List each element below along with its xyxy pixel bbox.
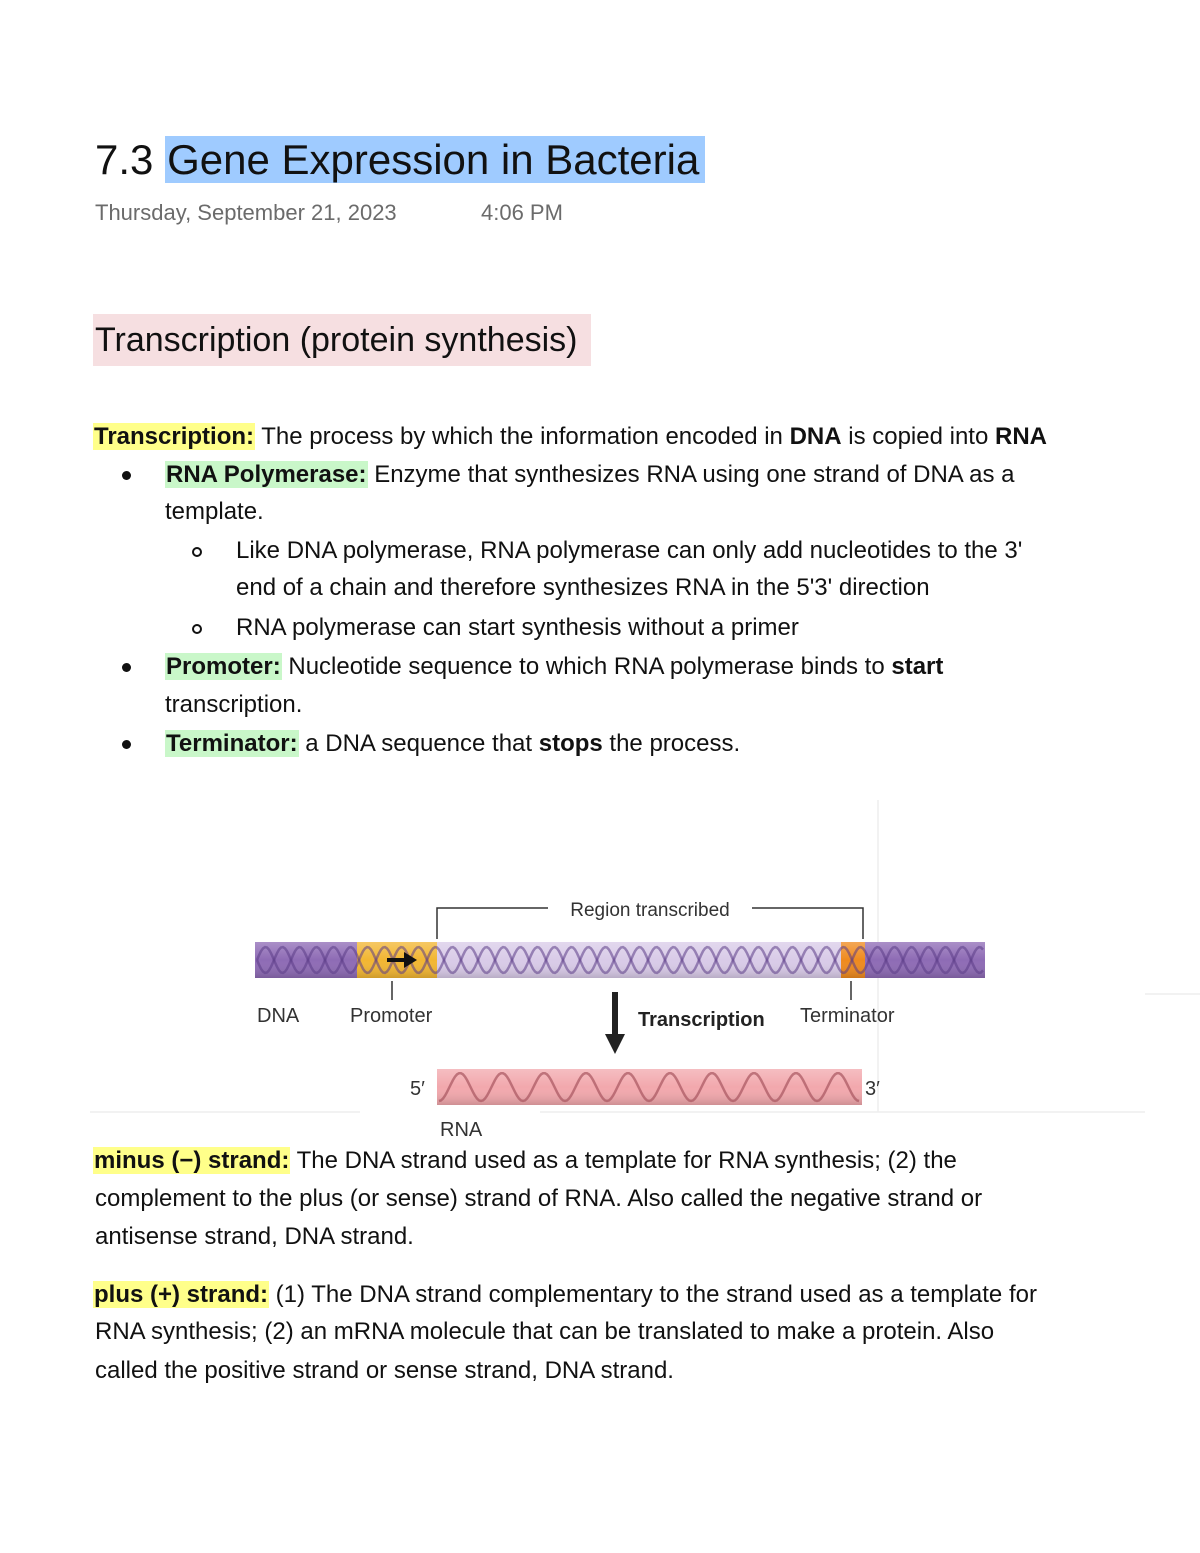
title-text: Gene Expression in Bacteria [165, 136, 705, 183]
transcription-term: Transcription: [94, 423, 255, 450]
plus-strand-term: plus (+) strand: [94, 1281, 269, 1308]
plus-strand-line2: RNA synthesis; (2) an mRNA molecule that can be translated to make a protein. Also [95, 1318, 995, 1345]
rna-label: RNA [440, 1119, 483, 1141]
page-date: Thursday, September 21, 2023 [95, 200, 397, 225]
sub-bullet-icon [192, 624, 202, 634]
minus-strand-definition: minus (−) strand: The DNA strand used as a template for RNA synthesis; (2) the [94, 1147, 957, 1174]
terminator-label: Terminator [800, 1005, 895, 1027]
promoter-line2: transcription. [165, 691, 303, 718]
terminator-term: Terminator: [166, 730, 298, 757]
promoter-label: Promoter [350, 1005, 433, 1027]
page-title [95, 132, 705, 188]
section-heading: Transcription (protein synthesis) [93, 314, 591, 366]
page-time: 4:06 PM [481, 200, 563, 225]
plus-strand-definition: plus (+) strand: (1) The DNA strand complementary to the strand used as a template for [94, 1281, 1037, 1308]
transcription-arrow-icon [612, 992, 618, 1038]
section-number: 7.3 [95, 136, 154, 183]
terminator-item: Terminator: a DNA sequence that stops the process. [166, 730, 741, 757]
dna-label: DNA [257, 1005, 300, 1027]
sub-item-1-line2: end of a chain and therefore synthesizes RNA in the 5'3' direction [236, 574, 930, 601]
transcription-diagram [90, 796, 1200, 1146]
promoter-term: Promoter: [166, 653, 281, 680]
bullet-icon [122, 663, 131, 672]
transcription-figure [90, 796, 1200, 1146]
rna-polymerase-term: RNA Polymerase: [166, 461, 367, 488]
plus-strand-line3: called the positive strand or sense strand, DNA strand. [95, 1357, 674, 1384]
transcription-arrow-head [605, 1034, 625, 1054]
transcription-definition: Transcription: The process by which the information encoded in DNA is copied into RNA [94, 423, 1047, 450]
five-prime-label: 5′ [410, 1078, 425, 1100]
promoter-item: Promoter: Nucleotide sequence to which RNA polymerase binds to start [166, 653, 944, 680]
sub-item-2: RNA polymerase can start synthesis without a primer [236, 614, 799, 641]
minus-strand-term: minus (−) strand: [94, 1147, 290, 1174]
bullet-icon [122, 740, 131, 749]
bullet-icon [122, 471, 131, 480]
rna-polymerase-item: RNA Polymerase: Enzyme that synthesizes RNA using one strand of DNA as a [166, 461, 1015, 488]
minus-strand-line2: complement to the plus (or sense) strand of RNA. Also called the negative strand or [95, 1185, 983, 1212]
sub-bullet-icon [192, 547, 202, 557]
rna-polymerase-line2: template. [165, 498, 264, 525]
three-prime-label: 3′ [865, 1078, 880, 1100]
sub-item-1-line1: Like DNA polymerase, RNA polymerase can only add nucleotides to the 3' [236, 537, 1023, 564]
region-transcribed-label: Region transcribed [570, 900, 730, 921]
minus-strand-line3: antisense strand, DNA strand. [95, 1223, 414, 1250]
transcription-label: Transcription [638, 1009, 765, 1031]
